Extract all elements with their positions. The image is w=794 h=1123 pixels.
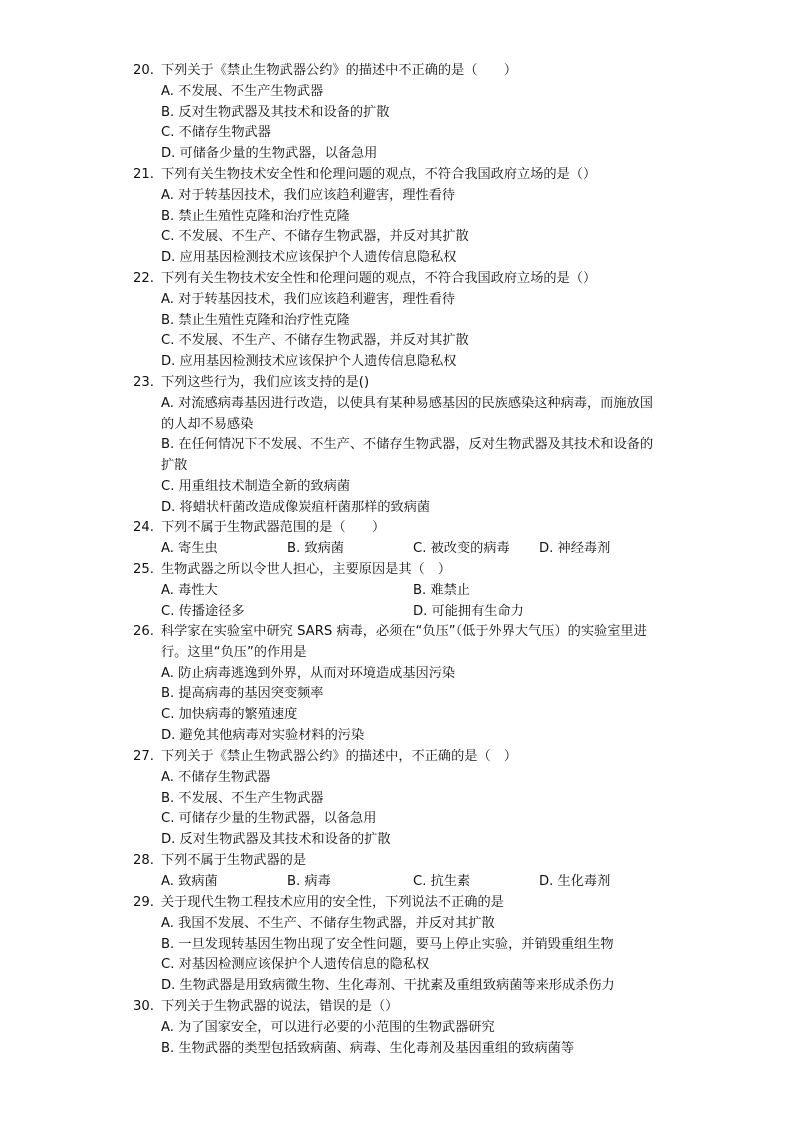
- option-b: B. 反对生物武器及其技术和设备的扩散: [161, 104, 390, 120]
- question-20: [0, 61, 794, 165]
- question-stem: [0, 560, 671, 581]
- question-stem: [0, 893, 671, 914]
- question-text: 科学家在实验室中研究 SARS 病毒，必须在“负压”（低于外界大气压）的实验室里进行。这里“负压”的作用是: [161, 624, 647, 660]
- option-c: C. 对基因检测应该保护个人遗传信息的隐私权: [161, 957, 430, 973]
- question-number: 23.: [133, 375, 154, 390]
- option-d: D. 生化毒剂: [539, 873, 611, 889]
- option-list: [0, 82, 794, 165]
- option-c: C. 传播途径多: [161, 603, 245, 619]
- option-list: [0, 914, 794, 997]
- question-text: 下列不属于生物武器的是: [161, 853, 307, 868]
- option-c: C. 抗生素: [413, 873, 471, 889]
- option-list: [0, 768, 794, 851]
- option-a: A. 毒性大: [161, 582, 218, 598]
- option-list: [0, 539, 794, 560]
- option-c: C. 被改变的病毒: [413, 540, 510, 556]
- question-text: 下列关于《禁止生物武器公约》的描述中，不正确的是（ ）: [161, 749, 518, 764]
- question-stem: [0, 61, 671, 82]
- question-stem: [0, 165, 671, 186]
- option-b: B. 难禁止: [413, 582, 470, 598]
- option-d: D. 应用基因检测技术应该保护个人遗传信息隐私权: [161, 250, 457, 266]
- question-stem: [0, 851, 671, 872]
- option-list: [0, 394, 794, 519]
- option-list: [0, 581, 794, 623]
- question-number: 24.: [133, 520, 154, 535]
- option-c: C. 不发展、不生产、不储存生物武器，并反对其扩散: [161, 333, 469, 349]
- option-a: A. 不发展、不生产生物武器: [161, 83, 324, 99]
- question-21: [0, 165, 794, 269]
- option-a: A. 为了国家安全，可以进行必要的小范围的生物武器研究: [161, 1019, 495, 1035]
- question-number: 26.: [133, 624, 154, 639]
- question-stem: [0, 373, 671, 394]
- option-d: D. 神经毒剂: [539, 540, 611, 556]
- question-number: 28.: [133, 853, 154, 868]
- option-d: D. 反对生物武器及其技术和设备的扩散: [161, 832, 391, 848]
- option-b: B. 病毒: [287, 873, 331, 889]
- option-a: A. 不储存生物武器: [161, 769, 271, 785]
- option-b: B. 在任何情况下不发展、不生产、不储存生物武器，反对生物武器及其技术和设备的扩散: [161, 437, 654, 474]
- option-list: [0, 872, 794, 893]
- question-stem: [0, 997, 671, 1018]
- option-c: C. 不储存生物武器: [161, 125, 271, 141]
- question-text: 下列有关生物技术安全性和伦理问题的观点，不符合我国政府立场的是（）: [161, 271, 597, 286]
- option-list: [0, 186, 794, 269]
- question-25: [0, 560, 794, 622]
- option-a: A. 对于转基因技术，我们应该趋利避害，理性看待: [161, 291, 456, 307]
- option-d: D. 可能拥有生命力: [413, 603, 524, 619]
- option-b: B. 禁止生殖性克隆和治疗性克隆: [161, 208, 350, 224]
- option-b: B. 提高病毒的基因突变频率: [161, 686, 324, 702]
- question-stem: [0, 622, 671, 664]
- option-c: C. 不发展、不生产、不储存生物武器，并反对其扩散: [161, 229, 469, 245]
- question-number: 25.: [133, 562, 154, 577]
- question-30: [0, 997, 794, 1059]
- option-c: C. 用重组技术制造全新的致病菌: [161, 478, 351, 494]
- question-22: [0, 269, 794, 373]
- option-list: [0, 1018, 794, 1060]
- option-b: B. 致病菌: [287, 540, 344, 556]
- option-a: A. 对流感病毒基因进行改造，以使具有某种易感基因的民族感染这种病毒，而施放国的人却不易感染: [161, 395, 653, 432]
- question-text: 关于现代生物工程技术应用的安全性，下列说法不正确的是: [161, 895, 504, 910]
- option-b: B. 一旦发现转基因生物出现了安全性问题，要马上停止实验，并销毁重组生物: [161, 936, 614, 952]
- question-stem: [0, 269, 671, 290]
- option-b: B. 不发展、不生产生物武器: [161, 790, 324, 806]
- option-a: A. 致病菌: [161, 873, 218, 889]
- question-number: 21.: [133, 167, 154, 182]
- option-d: D. 生物武器是用致病微生物、生化毒剂、干扰素及重组致病菌等来形成杀伤力: [161, 978, 615, 994]
- question-text: 下列关于生物武器的说法，错误的是（）: [161, 999, 399, 1014]
- question-text: 下列不属于生物武器范围的是（ ）: [161, 520, 386, 535]
- question-stem: [0, 747, 671, 768]
- option-d: D. 可储备少量的生物武器，以备急用: [161, 146, 378, 162]
- question-26: [0, 622, 794, 747]
- option-d: D. 应用基因检测技术应该保护个人遗传信息隐私权: [161, 354, 457, 370]
- option-c: C. 可储存少量的生物武器，以备急用: [161, 811, 377, 827]
- option-d: D. 将蜡状杆菌改造成像炭疽杆菌那样的致病菌: [161, 499, 431, 515]
- question-number: 20.: [133, 63, 154, 78]
- question-23: [0, 373, 794, 519]
- option-a: A. 寄生虫: [161, 540, 218, 556]
- option-b: B. 禁止生殖性克隆和治疗性克隆: [161, 312, 350, 328]
- question-text: 生物武器之所以令世人担心，主要原因是其（ ）: [161, 562, 452, 577]
- option-list: [0, 290, 794, 373]
- option-c: C. 加快病毒的繁殖速度: [161, 707, 298, 723]
- option-d: D. 避免其他病毒对实验材料的污染: [161, 727, 365, 743]
- question-24: [0, 518, 794, 560]
- option-a: A. 对于转基因技术，我们应该趋利避害，理性看待: [161, 187, 456, 203]
- question-27: [0, 747, 794, 851]
- question-29: [0, 893, 794, 997]
- option-list: [0, 664, 794, 747]
- question-number: 29.: [133, 895, 154, 910]
- question-stem: [0, 518, 671, 539]
- question-number: 22.: [133, 271, 154, 286]
- question-text: 下列关于《禁止生物武器公约》的描述中不正确的是（ ）: [161, 63, 518, 78]
- option-a: A. 防止病毒逃逸到外界，从而对环境造成基因污染: [161, 665, 456, 681]
- question-text: 下列有关生物技术安全性和伦理问题的观点，不符合我国政府立场的是（）: [161, 167, 597, 182]
- option-a: A. 我国不发展、不生产、不储存生物武器，并反对其扩散: [161, 915, 495, 931]
- option-b: B. 生物武器的类型包括致病菌、病毒、生化毒剂及基因重组的致病菌等: [161, 1040, 575, 1056]
- question-text: 下列这些行为，我们应该支持的是(): [161, 375, 370, 390]
- question-28: [0, 851, 794, 893]
- question-number: 27.: [133, 749, 154, 764]
- question-number: 30.: [133, 999, 154, 1014]
